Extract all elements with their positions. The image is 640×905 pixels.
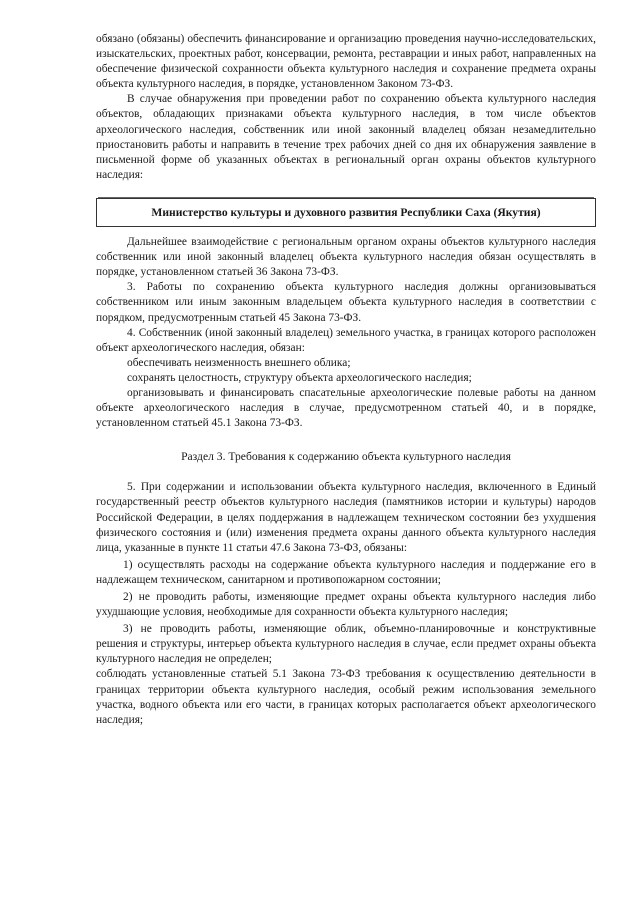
- authority-name-box: [96, 198, 596, 227]
- paragraph-item-4: 4. Собственник (иной законный владелец) земельного участка, в границах которого расположен объект археологического наследия, обязан:: [96, 326, 596, 354]
- paragraph-item-5-3: 3) не проводить работы, изменяющие облик, объемно-планировочные и конструктивные решения и структуры, интерьер объекта культурного наследия в случае, если предмет охраны объекта культурного наследия не определен;: [96, 623, 596, 666]
- paragraph-item-5-4: соблюдать установленные статьей 5.1 Закона 73-ФЗ требования к осуществлению деятельности в границах территории объекта культурного наследия, особый режим использования земельного участка, водного объекта или его части, в границах которых располагается объект археологического наследия;: [96, 668, 596, 726]
- paragraph-financing-obligation: обязано (обязаны) обеспечить финансирование и организацию проведения научно-исследовательских, изыскательских, проектных работ, консервации, ремонта, реставрации и иных работ, направленных на обеспечение физической сохранности объекта культурного наследия и сохранение предмета охраны объекта культурного наследия, в порядке, установленном Законом 73-ФЗ.: [96, 33, 596, 91]
- paragraph-item-4-a: обеспечивать неизменность внешнего облика;: [127, 356, 351, 369]
- document-body: [96, 32, 596, 728]
- paragraph-item-4-c: организовывать и финансировать спасательные археологические полевые работы на данном объекте археологического наследия в случае, предусмотренном статьей 40, и в порядке, установленном статьей 45.1 Закона 73-ФЗ.: [96, 386, 596, 430]
- paragraph-item-5-1: 1) осуществлять расходы на содержание объекта культурного наследия и поддержание его в надлежащем техническом, санитарном и противопожарном состоянии;: [96, 558, 596, 586]
- paragraph-item-3: 3. Работы по сохранению объекта культурного наследия должны организовываться собственником или иным законным владельцем объекта культурного наследия в соответствии с порядком, предусмотренным статьей 45 Закона 73-ФЗ.: [96, 281, 596, 324]
- paragraph-interaction: Дальнейшее взаимодействие с региональным органом охраны объектов культурного наследия собственник или иной законный владелец объекта культурного наследия обязан осуществлять в порядке, установленном статьей 36 Закона 73-ФЗ.: [96, 236, 596, 279]
- paragraph-item-5: 5. При содержании и использовании объекта культурного наследия, включенного в Единый государственный реестр объектов культурного наследия (памятников истории и культуры) народов Российской Федерации, в целях поддержания в надлежащем техническом состоянии без ухудшения физического состояния и (или) изменения предмета охраны данного объекта культурного наследия лица, указанные в пункте 11 статьи 47.6 Закона 73-ФЗ, обязаны:: [96, 481, 596, 554]
- authority-name: Министерство культуры и духовного развития Республики Саха (Якутия): [151, 205, 541, 219]
- paragraph-item-5-2: 2) не проводить работы, изменяющие предмет охраны объекта культурного наследия либо ухудшающие условия, необходимые для сохранности объекта культурного наследия;: [96, 591, 596, 619]
- paragraph-discovery-notice: В случае обнаружения при проведении работ по сохранению объекта культурного наследия объектов, обладающих признаками объекта культурного наследия, в том числе объектов археологического наследия, собственник или иной законный владелец обязан незамедлительно приостановить работы и направить в течение трех рабочих дней со дня их обнаружения заявление в письменной форме об указанных объектах в региональный орган охраны объектов культурного наследия:: [96, 93, 596, 181]
- section-3-heading: Раздел 3. Требования к содержанию объекта культурного наследия: [181, 450, 511, 464]
- paragraph-item-4-b: сохранять целостность, структуру объекта археологического наследия;: [127, 371, 472, 384]
